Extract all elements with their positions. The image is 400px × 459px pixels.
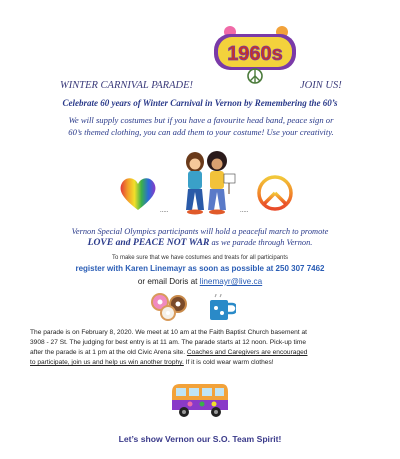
olympics-paragraph: Vernon Special Olympics participants will hold a peaceful march to promote LOVE and PEACE NOT WAR as we parade through Vernon. bbox=[71, 227, 329, 248]
parade-details-paragraph: The parade is on February 8, 2020. We meet at 10 am at the Faith Baptist Church basement at 3908 - 27 St. The judging for best entry is at 11 am. The parade starts at 12 noon. Pick-up time after the parade is at 1 pm at the old Civic Arena site. Coaches and Caregivers are encouraged to participate, join us and help us win another trophy. If it is cold wear warm clothes! bbox=[30, 329, 308, 366]
love-peace-emphasis: LOVE and PEACE NOT WAR bbox=[87, 237, 210, 248]
hippie-van-illustration bbox=[168, 380, 232, 420]
supply-paragraph: We will supply costumes but if you have a favourite head band, peace sign or 60’s themed clothing, you can add them to your costume! Use your creativity. bbox=[68, 115, 334, 137]
email-line: or email Doris at linemayr@live.ca bbox=[137, 277, 263, 286]
header-join-us: JOIN US! bbox=[300, 80, 342, 91]
header-title: WINTER CARNIVAL PARADE! bbox=[60, 80, 193, 91]
team-spirit-slogan: Let’s show Vernon our S.O. Team Spirit! bbox=[118, 434, 282, 444]
ellipsis-right: ..... bbox=[240, 208, 249, 214]
ellipsis-left: ..... bbox=[160, 208, 169, 214]
1960s-logo bbox=[208, 22, 302, 86]
hippie-couple-illustration bbox=[175, 150, 237, 216]
register-line: register with Karen Linemayr as soon as possible at 250 307 7462 bbox=[75, 264, 325, 273]
costumes-note: To make sure that we have costumes and treats for all participants bbox=[111, 255, 289, 261]
logo-text: 1960s bbox=[227, 43, 283, 65]
email-link[interactable]: linemayr@live.ca bbox=[199, 277, 263, 286]
rainbow-heart-icon bbox=[118, 176, 158, 212]
celebrate-line: Celebrate 60 years of Winter Carnival in Vernon by Remembering the 60’s bbox=[62, 98, 338, 108]
coffee-mug-icon bbox=[206, 294, 236, 322]
peace-sign-icon bbox=[256, 174, 294, 212]
donuts-illustration bbox=[148, 292, 192, 322]
